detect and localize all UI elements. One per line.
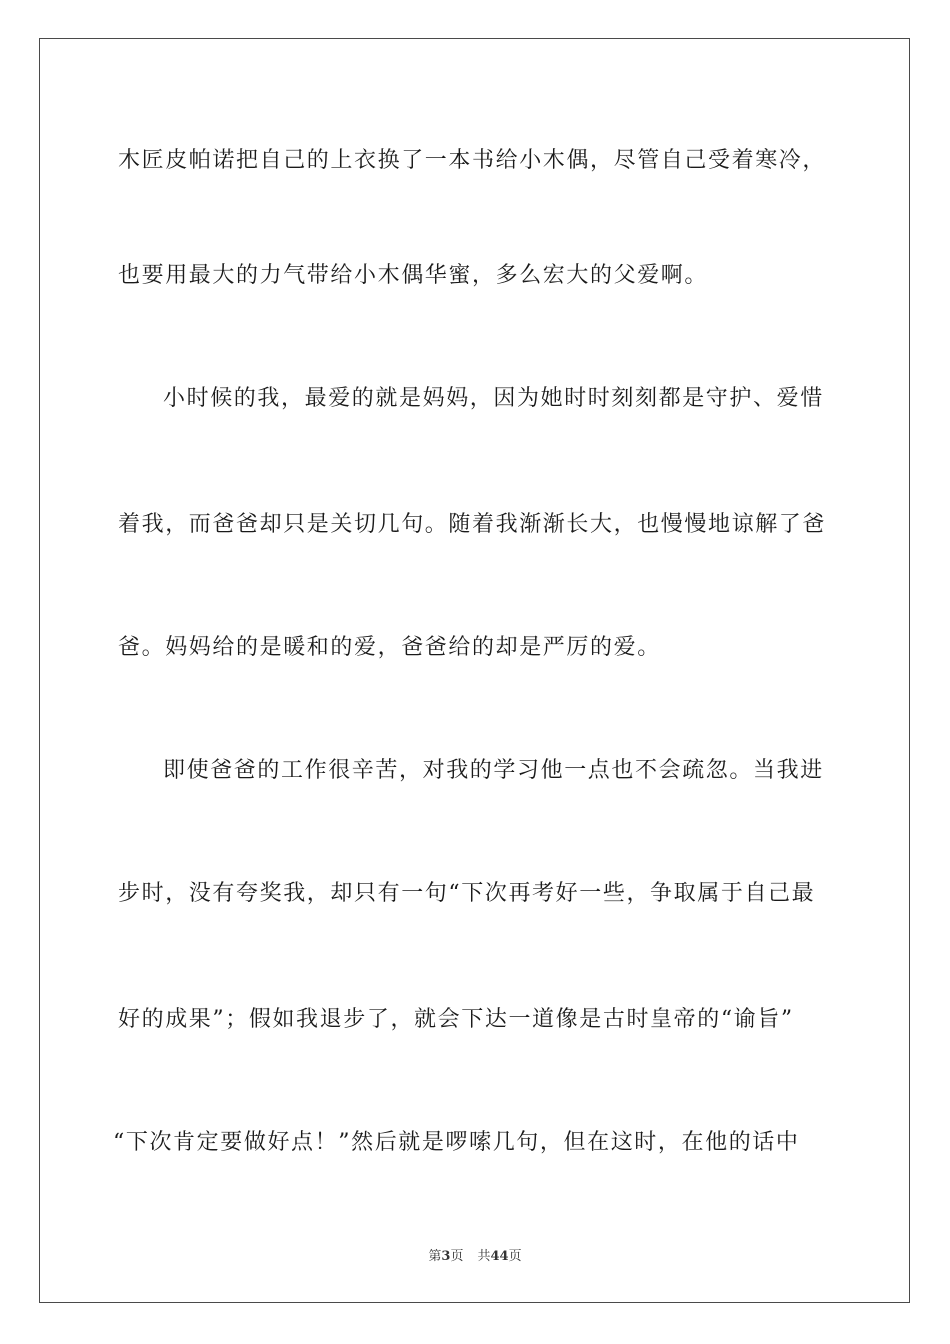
text-line-7: 步时，没有夸奖我，却只有一句“下次再考好一些，争取属于自己最 xyxy=(118,881,816,906)
text-line-8: 好的成果”；假如我退步了，就会下达一道像是古时皇帝的“谕旨” xyxy=(118,1007,794,1032)
text-line-4: 着我，而爸爸却只是关切几句。随着我渐渐长大，也慢慢地谅解了爸 xyxy=(118,512,827,537)
text-line-1: 木匠皮帕诺把自己的上衣换了一本书给小木偶，尽管自己受着寒冷， xyxy=(118,148,827,173)
page-footer xyxy=(0,1248,950,1266)
text-line-9: “下次肯定要做好点！”然后就是啰嗦几句，但在这时，在他的话中 xyxy=(113,1130,800,1155)
page-suffix: 页 xyxy=(450,1249,464,1264)
page-border xyxy=(39,38,910,1303)
page-number: 3 xyxy=(441,1249,451,1264)
text-line-2: 也要用最大的力气带给小木偶华蜜，多么宏大的父爱啊。 xyxy=(118,263,709,288)
total-prefix: 共 xyxy=(477,1249,491,1264)
total-suffix: 页 xyxy=(508,1249,522,1264)
page-prefix: 第 xyxy=(428,1249,442,1264)
total-pages: 44 xyxy=(490,1249,509,1264)
text-line-6: 即使爸爸的工作很辛苦，对我的学习他一点也不会疏忽。当我进 xyxy=(163,758,824,783)
text-line-3: 小时候的我，最爱的就是妈妈，因为她时时刻刻都是守护、爱惜 xyxy=(163,386,824,411)
text-line-5: 爸。妈妈给的是暖和的爱，爸爸给的却是严厉的爱。 xyxy=(118,635,661,660)
